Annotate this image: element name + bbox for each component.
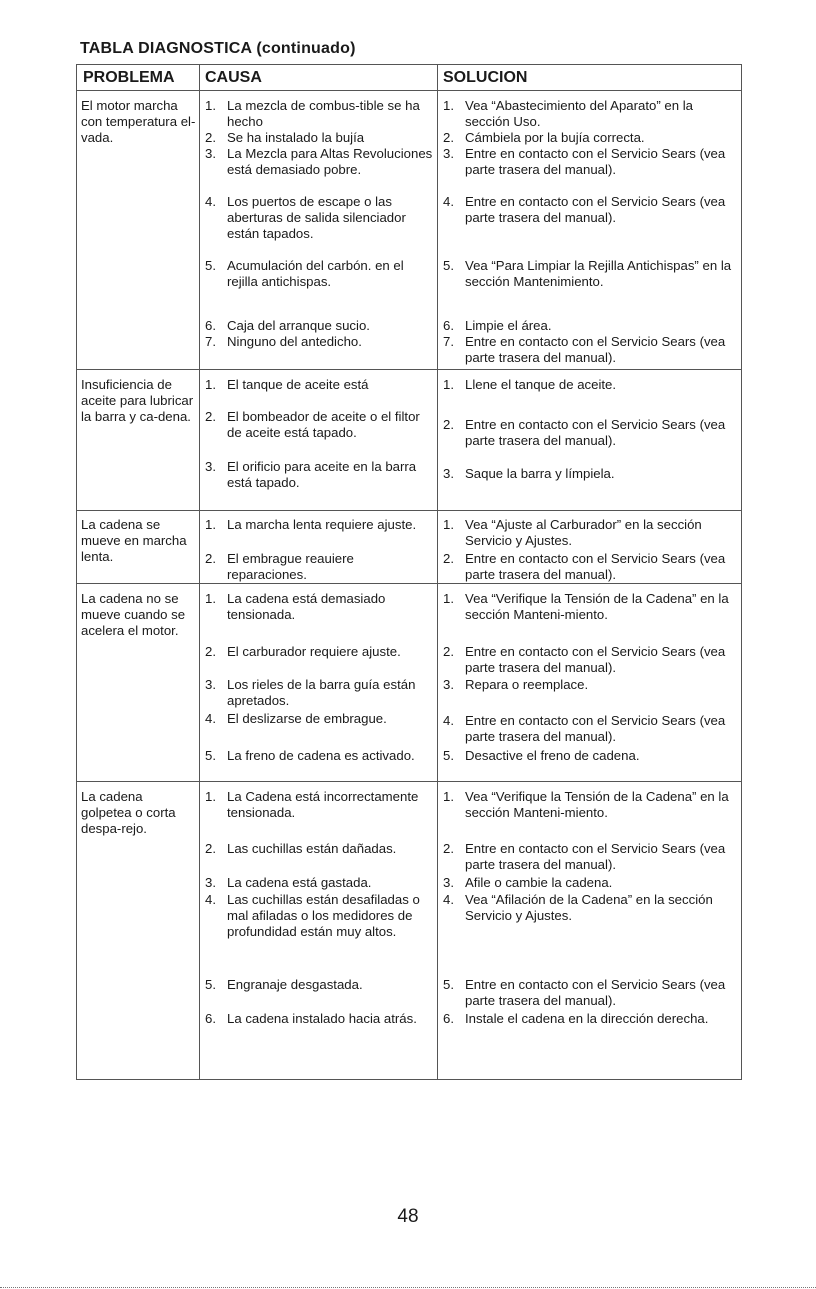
solution-number: 5.: [443, 977, 454, 992]
cause-number: 5.: [205, 258, 216, 273]
cause-text: El bombeador de aceite o el filtor de aceite está tapado.: [227, 409, 420, 440]
solution-text: Vea “Ajuste al Carburador” en la sección Servicio y Ajustes.: [465, 517, 702, 548]
solution-text: Llene el tanque de aceite.: [465, 377, 617, 392]
row-divider: [77, 781, 741, 782]
row-4-problem: La cadena no se mueve cuando se acelera el motor.: [81, 591, 186, 638]
cause-text: Se ha instalado la bujía: [227, 130, 365, 145]
bottom-divider: [0, 1287, 816, 1288]
cause-number: 1.: [205, 789, 216, 804]
solution-number: 2.: [443, 417, 454, 432]
cause-text: Caja del arranque sucio.: [227, 318, 370, 333]
solution-text: Entre en contacto con el Servicio Sears (vea parte trasera del manual).: [465, 146, 726, 177]
solution-text: Vea “Afilación de la Cadena” en la sección Servicio y Ajustes.: [465, 892, 713, 923]
column-divider: [437, 65, 438, 1079]
solution-text: Entre en contacto con el Servicio Sears (vea parte trasera del manual).: [465, 417, 726, 448]
cause-number: 3.: [205, 459, 216, 474]
cause-text: El orificio para aceite en la barra está tapado.: [227, 459, 417, 490]
header-solucion: SOLUCION: [443, 69, 528, 86]
cause-text: La cadena está demasiado tensionada.: [227, 591, 386, 622]
cause-number: 4.: [205, 711, 216, 726]
solution-number: 6.: [443, 318, 454, 333]
solution-text: Instale el cadena en la dirección derecha.: [465, 1011, 709, 1026]
solution-text: Entre en contacto con el Servicio Sears (vea parte trasera del manual).: [465, 194, 726, 225]
cause-text: La marcha lenta requiere ajuste.: [227, 517, 417, 532]
solution-text: Entre en contacto con el Servicio Sears (vea parte trasera del manual).: [465, 977, 726, 1008]
diagnostic-table: [76, 64, 742, 1080]
solution-number: 5.: [443, 258, 454, 273]
solution-text: Vea “Para Limpiar la Rejilla Antichispas” en la sección Mantenimiento.: [465, 258, 732, 289]
solution-text: Entre en contacto con el Servicio Sears (vea parte trasera del manual).: [465, 713, 726, 744]
cause-text: La Mezcla para Altas Revoluciones está demasiado pobre.: [227, 146, 433, 177]
header-problema: PROBLEMA: [83, 69, 175, 86]
solution-number: 1.: [443, 98, 454, 113]
cause-text: Las cuchillas están dañadas.: [227, 841, 397, 856]
cause-number: 1.: [205, 98, 216, 113]
cause-text: Los puertos de escape o las aberturas de salida silenciador están tapados.: [227, 194, 406, 241]
solution-number: 1.: [443, 377, 454, 392]
cause-number: 4.: [205, 892, 216, 907]
page-number: 48: [397, 1206, 419, 1227]
solution-text: Saque la barra y límpiela.: [465, 466, 615, 481]
cause-text: El embrague reauiere reparaciones.: [227, 551, 354, 582]
solution-text: Entre en contacto con el Servicio Sears (vea parte trasera del manual).: [465, 644, 726, 675]
cause-number: 6.: [205, 318, 216, 333]
cause-number: 2.: [205, 644, 216, 659]
solution-text: Afile o cambie la cadena.: [465, 875, 613, 890]
row-2-problem: Insuficiencia de aceite para lubricar la barra y ca-dena.: [81, 377, 194, 424]
cause-text: Engranaje desgastada.: [227, 977, 363, 992]
cause-number: 2.: [205, 841, 216, 856]
cause-number: 4.: [205, 194, 216, 209]
solution-number: 5.: [443, 748, 454, 763]
solution-text: Entre en contacto con el Servicio Sears (vea parte trasera del manual).: [465, 841, 726, 872]
solution-text: Repara o reemplace.: [465, 677, 589, 692]
cause-number: 1.: [205, 591, 216, 606]
cause-number: 5.: [205, 748, 216, 763]
cause-text: El deslizarse de embrague.: [227, 711, 387, 726]
solution-number: 1.: [443, 517, 454, 532]
cause-text: La cadena está gastada.: [227, 875, 372, 890]
solution-number: 2.: [443, 551, 454, 566]
header-causa: CAUSA: [205, 69, 262, 86]
solution-number: 2.: [443, 644, 454, 659]
solution-number: 1.: [443, 789, 454, 804]
cause-text: La Cadena está incorrectamente tensionada.: [227, 789, 419, 820]
cause-number: 6.: [205, 1011, 216, 1026]
solution-text: Vea “Abastecimiento del Aparato” en la sección Uso.: [465, 98, 693, 129]
page-title: TABLA DIAGNOSTICA (continuado): [80, 40, 356, 57]
cause-text: Los rieles de la barra guía están apretados.: [227, 677, 416, 708]
row-divider: [77, 369, 741, 370]
cause-text: El tanque de aceite está: [227, 377, 369, 392]
cause-number: 1.: [205, 517, 216, 532]
solution-text: Cámbiela por la bujía correcta.: [465, 130, 645, 145]
solution-text: Desactive el freno de cadena.: [465, 748, 640, 763]
cause-text: Ninguno del antedicho.: [227, 334, 362, 349]
cause-text: El carburador requiere ajuste.: [227, 644, 401, 659]
row-3-problem: La cadena se mueve en marcha lenta.: [81, 517, 187, 564]
cause-text: Acumulación del carbón. en el rejilla antichispas.: [227, 258, 404, 289]
row-divider: [77, 510, 741, 511]
solution-number: 6.: [443, 1011, 454, 1026]
cause-text: La cadena instalado hacia atrás.: [227, 1011, 417, 1026]
solution-number: 3.: [443, 146, 454, 161]
cause-number: 2.: [205, 130, 216, 145]
solution-number: 2.: [443, 130, 454, 145]
row-1-problem: El motor marcha con temperatura el-vada.: [81, 98, 196, 145]
solution-number: 3.: [443, 677, 454, 692]
row-5-problem: La cadena golpetea o corta despa-rejo.: [81, 789, 176, 836]
cause-number: 3.: [205, 875, 216, 890]
cause-text: La freno de cadena es activado.: [227, 748, 415, 763]
cause-number: 3.: [205, 146, 216, 161]
solution-text: Entre en contacto con el Servicio Sears (vea parte trasera del manual).: [465, 334, 726, 365]
cause-number: 7.: [205, 334, 216, 349]
cause-number: 5.: [205, 977, 216, 992]
solution-number: 4.: [443, 892, 454, 907]
solution-text: Vea “Verifique la Tensión de la Cadena” en la sección Manteni-miento.: [465, 591, 729, 622]
cause-text: La mezcla de combus-tible se ha hecho: [227, 98, 420, 129]
solution-number: 4.: [443, 194, 454, 209]
solution-number: 2.: [443, 841, 454, 856]
cause-number: 2.: [205, 409, 216, 424]
solution-number: 4.: [443, 713, 454, 728]
solution-number: 7.: [443, 334, 454, 349]
column-divider: [199, 65, 200, 1079]
cause-number: 3.: [205, 677, 216, 692]
cause-number: 1.: [205, 377, 216, 392]
cause-number: 2.: [205, 551, 216, 566]
solution-text: Limpie el área.: [465, 318, 552, 333]
solution-number: 3.: [443, 875, 454, 890]
cause-text: Las cuchillas están desafiladas o mal afiladas o los medidores de profundidad están muy altos.: [227, 892, 420, 939]
row-divider: [77, 583, 741, 584]
solution-number: 3.: [443, 466, 454, 481]
solution-text: Entre en contacto con el Servicio Sears (vea parte trasera del manual).: [465, 551, 726, 582]
solution-text: Vea “Verifique la Tensión de la Cadena” en la sección Manteni-miento.: [465, 789, 729, 820]
solution-number: 1.: [443, 591, 454, 606]
header-divider: [77, 90, 741, 91]
